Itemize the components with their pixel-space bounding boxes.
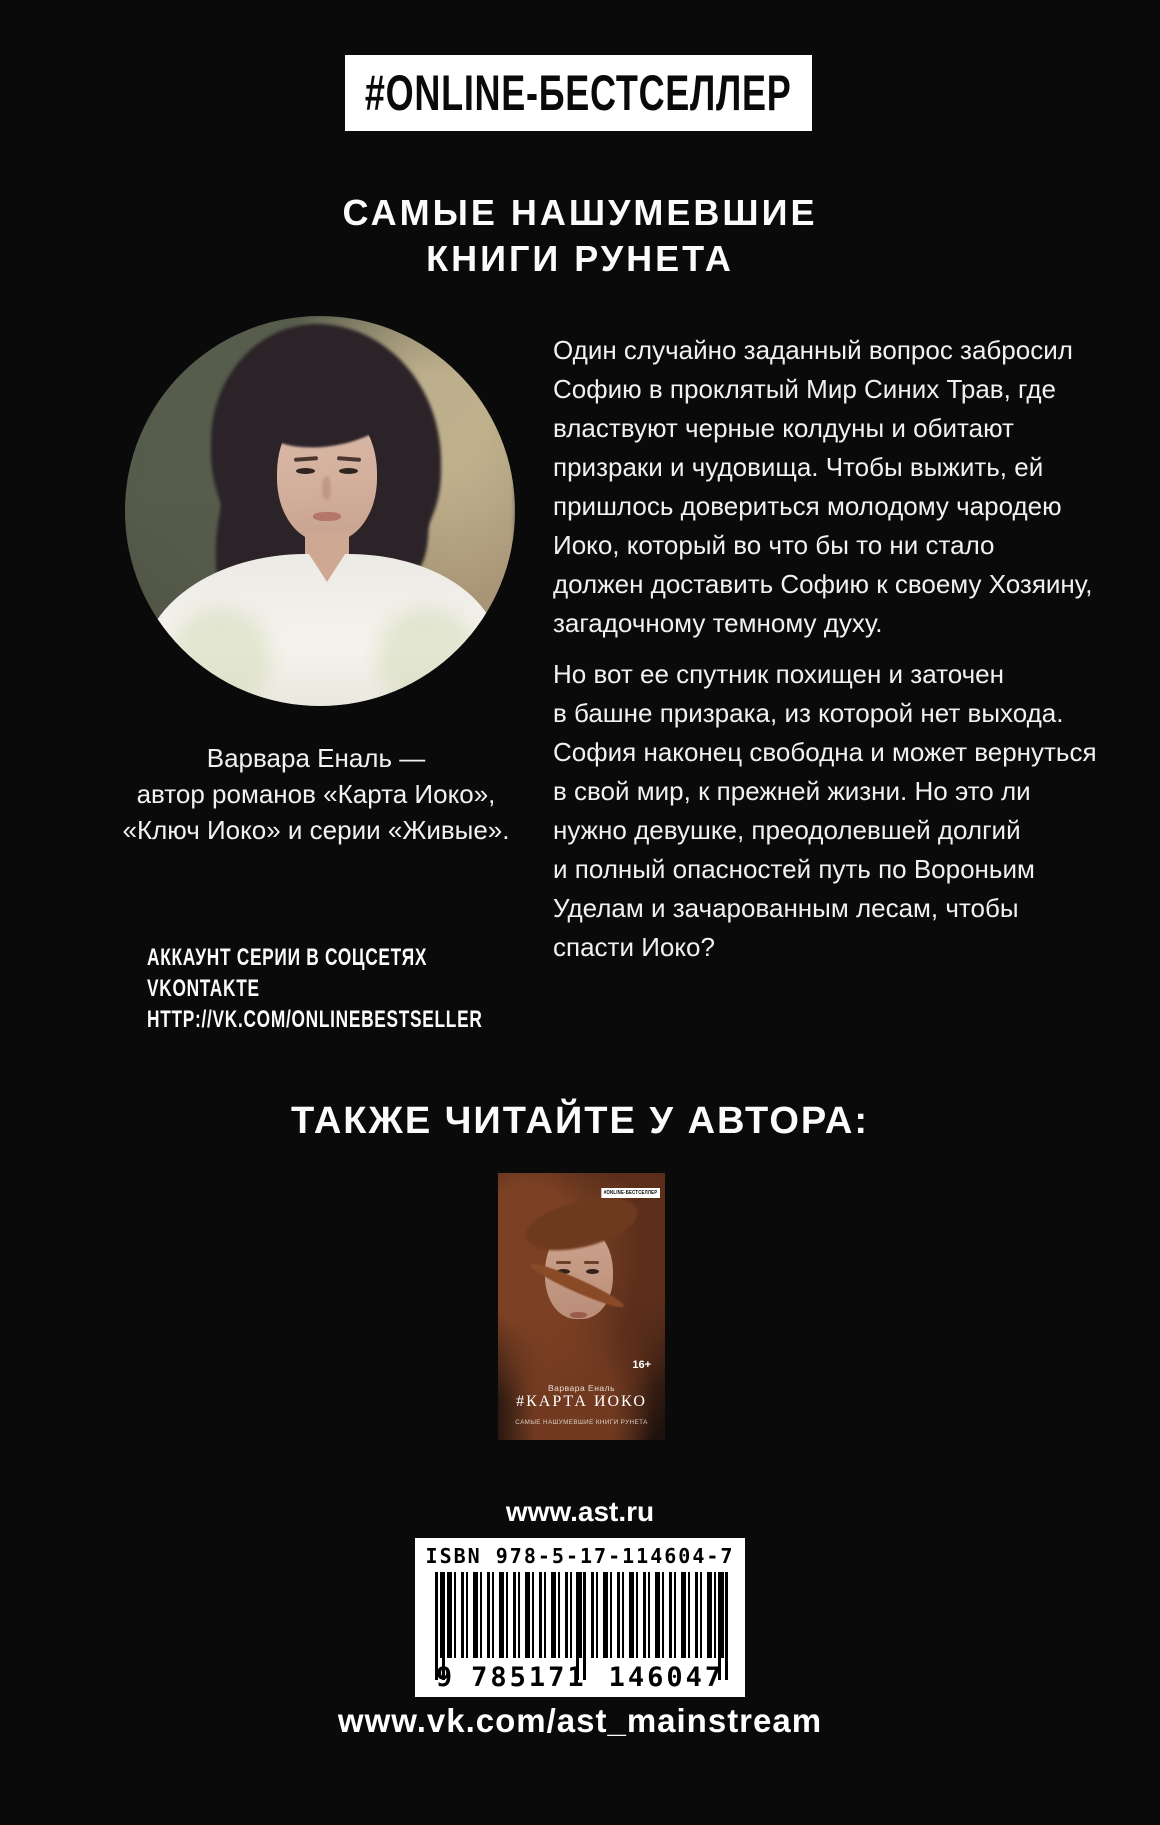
annotation-paragraph-1 bbox=[553, 331, 1097, 643]
author-caption-line: «Ключ Иоко» и серии «Живые». bbox=[122, 815, 510, 845]
social-line-network: VKONTAKTE bbox=[147, 975, 260, 1002]
mini-eye-right-shape bbox=[586, 1269, 599, 1274]
series-badge bbox=[345, 55, 812, 131]
tagline-line-2: КНИГИ РУНЕТА bbox=[426, 238, 734, 279]
series-social-info bbox=[147, 942, 613, 1035]
barcode-bars bbox=[435, 1572, 725, 1658]
barcode-digits-group1: 785171 bbox=[471, 1662, 587, 1693]
author-caption-line: автор романов «Карта Иоко», bbox=[136, 779, 496, 809]
eye-right-shape bbox=[339, 468, 358, 474]
annotation-line: властвуют черные колдуны и обитают bbox=[553, 413, 1014, 443]
annotation-line: Уделам и зачарованным лесам, чтобы bbox=[553, 893, 1019, 923]
annotation-line: спасти Иоко? bbox=[553, 932, 715, 962]
mini-cover-series-line: САМЫЕ НАШУМЕВШИЕ КНИГИ РУНЕТА bbox=[515, 1419, 648, 1426]
barcode bbox=[415, 1538, 745, 1697]
author-caption bbox=[86, 740, 546, 848]
annotation-line: Но вот ее спутник похищен и заточен bbox=[553, 659, 1004, 689]
cardigan-right-shape bbox=[377, 608, 477, 706]
age-rating-badge: 16+ bbox=[632, 1359, 651, 1371]
cardigan-left-shape bbox=[171, 608, 271, 706]
annotation-line: загадочному темному духу. bbox=[553, 608, 883, 638]
vk-community-url: www.vk.com/ast_mainstream bbox=[337, 1702, 823, 1739]
annotation-line: нужно девушке, преодолевшей долгий bbox=[553, 815, 1021, 845]
barcode-digit-first: 9 bbox=[435, 1662, 456, 1693]
annotation-line: призраки и чудовища. Чтобы выжить, ей bbox=[553, 452, 1044, 482]
also-read-heading: ТАКЖЕ ЧИТАЙТЕ У АВТОРА: bbox=[291, 1100, 869, 1142]
author-caption-line: Варвара Еналь — bbox=[206, 743, 426, 773]
tagline-line-1: САМЫЕ НАШУМЕВШИЕ bbox=[342, 192, 818, 233]
annotation-line: и полный опасностей путь по Вороньим bbox=[553, 854, 1035, 884]
mini-lips-shape bbox=[570, 1312, 587, 1318]
lips-shape bbox=[313, 512, 341, 521]
annotation-line: в башне призрака, из которой нет выхода. bbox=[553, 698, 1064, 728]
mini-brow-right-shape bbox=[584, 1261, 599, 1264]
social-line-title: АККАУНТ СЕРИИ В СОЦСЕТЯХ bbox=[147, 944, 428, 971]
barcode-digits bbox=[415, 1662, 745, 1693]
social-line-url: HTTP://VK.COM/ONLINEBESTSELLER bbox=[147, 1006, 483, 1033]
mini-cover-title: #КАРТА ИОКО bbox=[516, 1393, 647, 1410]
mini-series-badge: #ONLINE-БЕСТСЕЛЛЕР bbox=[601, 1188, 660, 1198]
barcode-digits-group2: 146047 bbox=[608, 1662, 725, 1693]
annotation-line: Один случайно заданный вопрос забросил bbox=[553, 335, 1073, 365]
annotation-line: София наконец свободна и может вернуться bbox=[553, 737, 1097, 767]
related-book-cover bbox=[498, 1173, 665, 1440]
annotation-line: должен доставить Софию к своему Хозяину, bbox=[553, 569, 1093, 599]
annotation-paragraph-2 bbox=[553, 655, 1097, 967]
publisher-site-url: www.ast.ru bbox=[505, 1496, 655, 1527]
annotation-line: в свой мир, к прежней жизни. Но это ли bbox=[553, 776, 1031, 806]
mini-cover-author: Варвара Еналь bbox=[547, 1383, 616, 1393]
annotation bbox=[553, 331, 1097, 967]
tagline bbox=[0, 190, 1160, 282]
mini-brow-left-shape bbox=[556, 1261, 571, 1264]
annotation-line: Иоко, который во что бы то ни стало bbox=[553, 530, 995, 560]
eye-left-shape bbox=[296, 468, 315, 474]
author-photo bbox=[125, 316, 515, 706]
annotation-line: пришлось довериться молодому чародею bbox=[553, 491, 1062, 521]
annotation-line: Софию в проклятый Мир Синих Трав, где bbox=[553, 374, 1056, 404]
nose-shape bbox=[322, 476, 331, 500]
series-badge-label: #ONLINE-БЕСТСЕЛЛЕР bbox=[365, 65, 792, 121]
isbn-label: ISBN 978-5-17-114604-7 bbox=[425, 1544, 735, 1568]
